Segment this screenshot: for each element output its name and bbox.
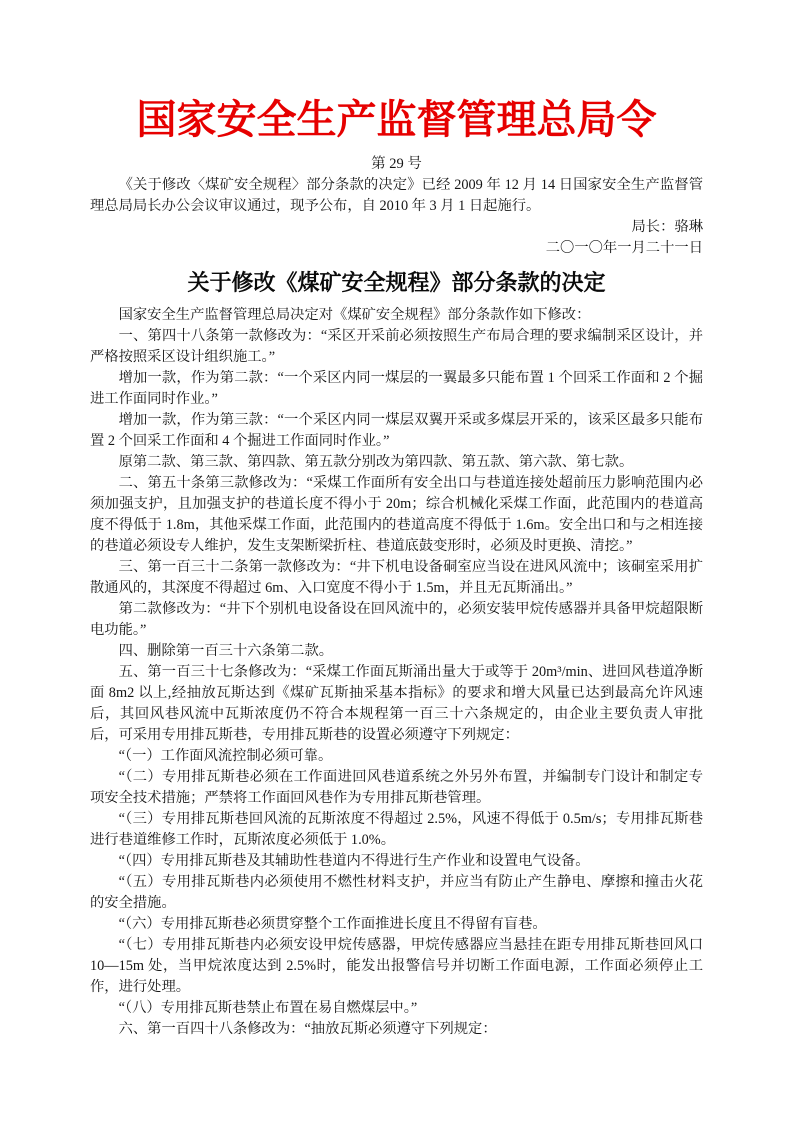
body-paragraph: 原第二款、第三款、第四款、第五款分别改为第四款、第五款、第六款、第七款。 <box>118 454 634 470</box>
body-paragraph: 国家安全生产监督管理总局决定对《煤矿安全规程》部分条款作如下修改： <box>118 307 591 323</box>
body-paragraph: “（四）专用排瓦斯巷及其辅助性巷道内不得进行生产作业和设置电气设备。 <box>118 853 590 869</box>
body-paragraph: 六、第一百四十八条修改为：“抽放瓦斯必须遵守下列规定： <box>118 1021 497 1037</box>
body-paragraph: “（三）专用排瓦斯巷回风流的瓦斯浓度不得超过 2.5%，风速不得低于 0.5m/s；专用排瓦斯巷进行巷道维修工作时，瓦斯浓度必须低于 1.0%。 <box>90 811 703 848</box>
date-line: 二〇一〇年一月二十一日 <box>545 240 703 256</box>
decision-title: 关于修改《煤矿安全规程》部分条款的决定 <box>187 270 606 295</box>
body-paragraph: 二、第五十条第三款修改为：“采煤工作面所有安全出口与巷道连接处超前压力影响范围内必须加强支护，且加强支护的巷道长度不得小于 20m；综合机械化采煤工作面，此范围内的巷道高度不得低于 1.8m，其他采煤工作面，此范围内的巷道高度不得低于 1.6m。安全出口和与之相连接的巷道必须设专人维护，发生支架断梁折柱、巷道底鼓变形时，必须及时更换、清挖。” <box>90 475 703 554</box>
body-paragraph: 一、第四十八条第一款修改为：“采区开采前必须按照生产布局合理的要求编制采区设计，并严格按照采区设计组织施工。” <box>90 328 703 365</box>
body-paragraph: “（二）专用排瓦斯巷必须在工作面进回风巷道系统之外另外布置，并编制专门设计和制定专项安全技术措施；严禁将工作面回风巷作为专用排瓦斯巷管理。 <box>90 769 703 806</box>
body-paragraph: “（一）工作面风流控制必须可靠。 <box>118 748 333 764</box>
body-paragraph: “（五）专用排瓦斯巷内必须使用不燃性材料支护，并应当有防止产生静电、摩擦和撞击火花的安全措施。 <box>90 874 703 911</box>
body-paragraph: “（八）专用排瓦斯巷禁止布置在易自燃煤层中。” <box>118 1000 418 1016</box>
body-paragraph: 四、删除第一百三十六条第二款。 <box>118 643 334 659</box>
decision-body <box>90 305 703 1040</box>
body-paragraph: 增加一款，作为第二款：“一个采区内同一煤层的一翼最多只能布置 1 个回采工作面和 2 个掘进工作面同时作业。” <box>90 370 703 407</box>
preamble-paragraph: 《关于修改〈煤矿安全规程〉部分条款的决定》已经 2009 年 12 月 14 日国家安全生产监督管理总局局长办公会议审议通过，现予公布，自 2010 年 3 月 1 日起施行。 <box>90 177 703 214</box>
body-paragraph: 增加一款，作为第三款：“一个采区内同一煤层双翼开采或多煤层开采的，该采区最多只能布置 2 个回采工作面和 4 个掘进工作面同时作业。” <box>90 412 703 449</box>
document-content <box>90 92 703 1040</box>
body-paragraph: 五、第一百三十七条修改为：“采煤工作面瓦斯涌出量大于或等于 20m³/min、进回风巷道净断面 8m2 以上,经抽放瓦斯达到《煤矿瓦斯抽采基本指标》的要求和增大风量已达到最高允许风速后，其回风巷风流中瓦斯浓度仍不符合本规程第一百三十六条规定的，由企业主要负责人审批后，可采用专用排瓦斯巷，专用排瓦斯巷的设置必须遵守下列规定： <box>90 664 703 743</box>
body-paragraph: 第二款修改为：“井下个别机电设备设在回风流中的，必须安装甲烷传感器并具备甲烷超限断电功能。” <box>90 601 703 638</box>
body-paragraph: “（六）专用排瓦斯巷必须贯穿整个工作面推进长度且不得留有盲巷。 <box>118 916 547 932</box>
order-title: 国家安全生产监督管理总局令 <box>136 97 657 142</box>
signer-line: 局长：骆琳 <box>631 219 703 235</box>
body-paragraph: “（七）专用排瓦斯巷内必须安设甲烷传感器，甲烷传感器应当悬挂在距专用排瓦斯巷回风口 10—15m 处，当甲烷浓度达到 2.5%时，能发出报警信号并切断工作面电源，工作面必须停止工作，进行处理。 <box>90 937 703 995</box>
order-number: 第 29 号 <box>371 156 422 172</box>
body-paragraph: 三、第一百三十二条第一款修改为：“井下机电设备硐室应当设在进风风流中；该硐室采用扩散通风的，其深度不得超过 6m、入口宽度不得小于 1.5m，并且无瓦斯涌出。” <box>90 559 703 596</box>
